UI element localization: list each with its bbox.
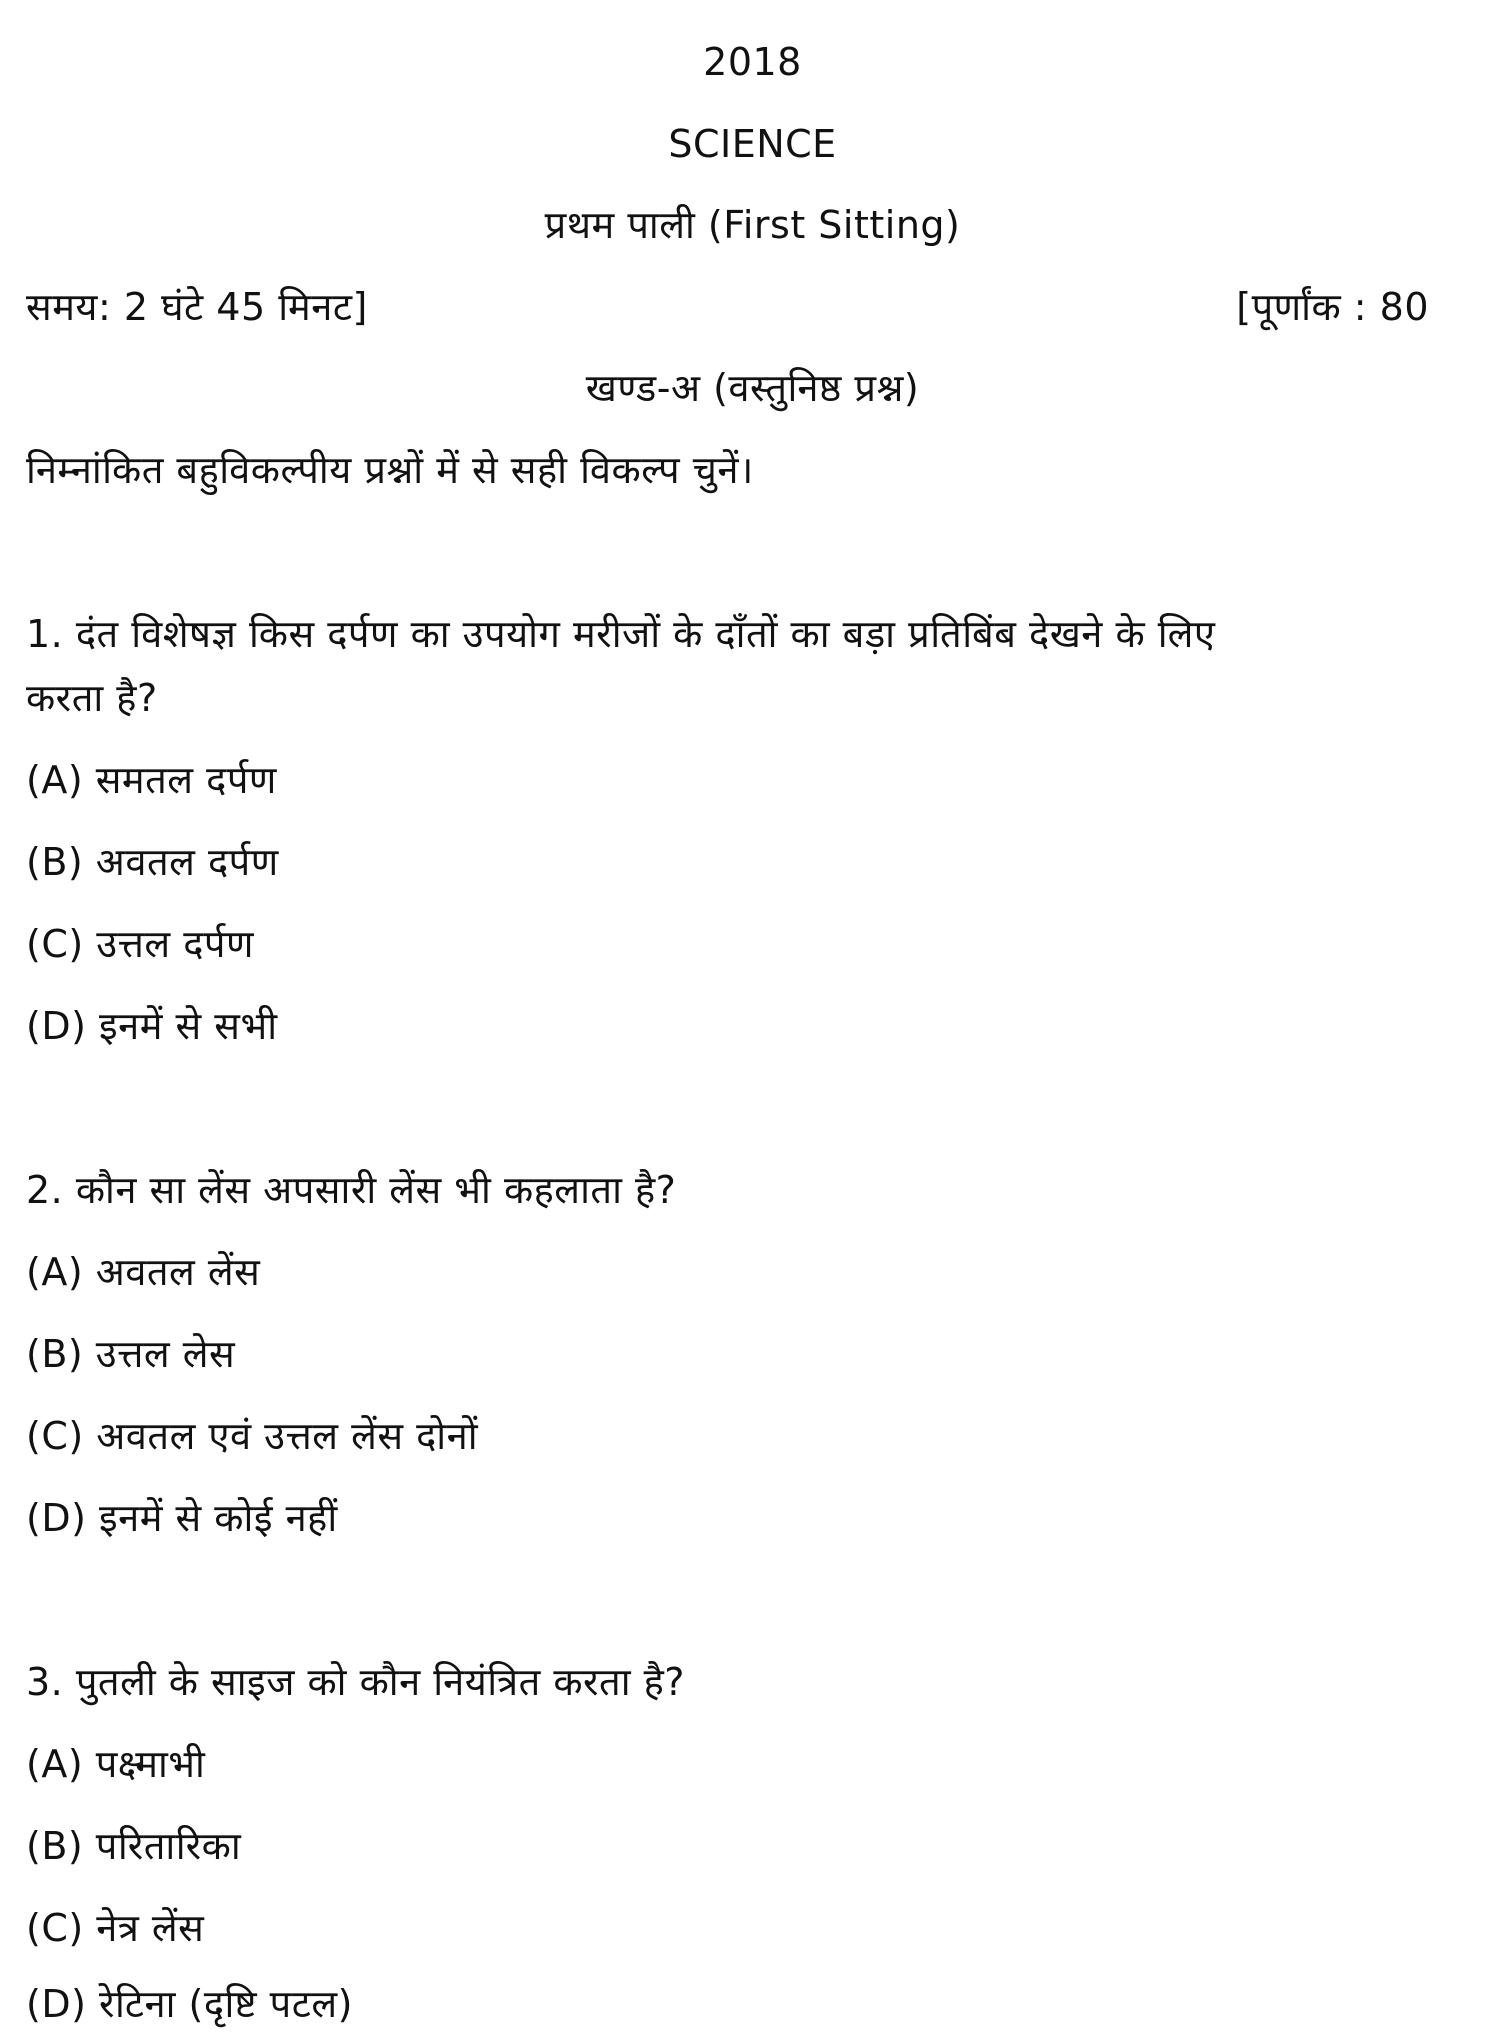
question-2-option-a: (A) अवतल लेंस	[26, 1250, 261, 1294]
question-1-text-line1: 1. दंत विशेषज्ञ किस दर्पण का उपयोग मरीजों के दाँतों का बड़ा प्रतिबिंब देखने के लिए	[26, 612, 1216, 656]
question-1-option-d: (D) इनमें से सभी	[26, 1004, 278, 1048]
question-2-option-c: (C) अवतल एवं उत्तल लेंस दोनों	[26, 1414, 479, 1458]
exam-sitting: प्रथम पाली (First Sitting)	[544, 203, 961, 247]
question-1-option-a: (A) समतल दर्पण	[26, 758, 277, 802]
section-title: खण्ड-अ (वस्तुनिष्ठ प्रश्न)	[585, 366, 920, 410]
exam-year: 2018	[703, 40, 802, 84]
instructions: निम्नांकित बहुविकल्पीय प्रश्नों में से सही विकल्प चुनें।	[26, 448, 754, 492]
question-2-text: 2. कौन सा लेंस अपसारी लेंस भी कहलाता है?	[26, 1168, 677, 1212]
question-3-option-d: (D) रेटिना (दृष्टि पटल)	[26, 1982, 353, 2026]
exam-full-marks: [पूर्णांक : 80	[1236, 285, 1429, 329]
question-3-option-a: (A) पक्ष्माभी	[26, 1742, 206, 1786]
question-3-option-c: (C) नेत्र लेंस	[26, 1906, 205, 1950]
question-1-text-line2: करता है?	[26, 676, 158, 720]
question-2-option-d: (D) इनमें से कोई नहीं	[26, 1496, 338, 1540]
question-3-text: 3. पुतली के साइज को कौन नियंत्रित करता है?	[26, 1660, 685, 1704]
exam-time: समय: 2 घंटे 45 मिनट]	[26, 285, 368, 329]
question-1-option-b: (B) अवतल दर्पण	[26, 840, 279, 884]
question-2-option-b: (B) उत्तल लेस	[26, 1332, 236, 1376]
question-3-option-b: (B) परितारिका	[26, 1824, 242, 1868]
question-1-option-c: (C) उत्तल दर्पण	[26, 922, 254, 966]
exam-subject: SCIENCE	[668, 122, 837, 166]
